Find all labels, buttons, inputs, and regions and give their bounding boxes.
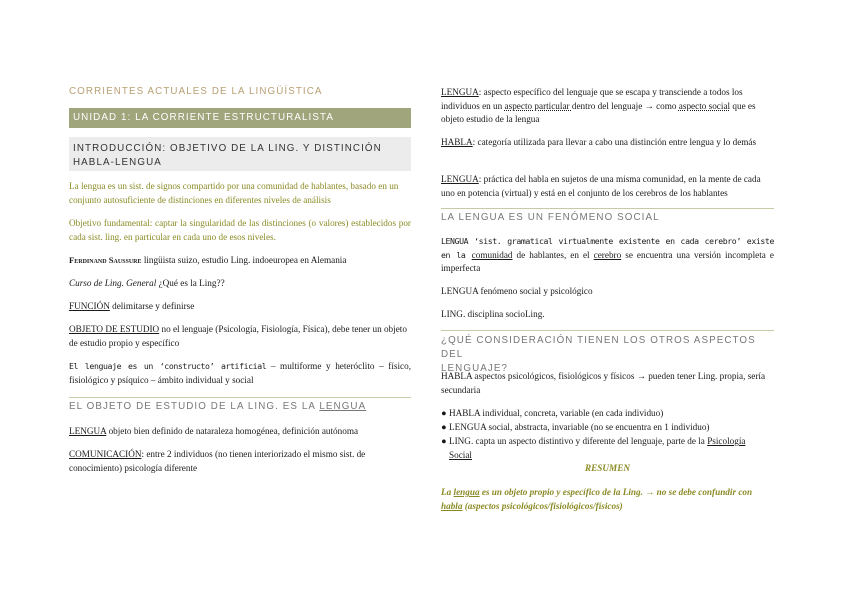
curso-question: ¿Qué es la Ling?? xyxy=(156,278,225,288)
saussure-name: Ferdinand Saussure xyxy=(69,255,142,265)
r2-desc: : categoría utilizada para llevar a cabo una distinción entre lengua y lo demás xyxy=(472,137,757,147)
paragraph-constructo xyxy=(69,360,411,387)
paragraph-habla-aspectos: HABLA aspectos psicológicos, fisiológicos y físicos → pueden tener Ling. propia, sería secundaria xyxy=(441,371,766,395)
section2-line1: ¿QUÉ CONSIDERACIÓN TIENEN LOS OTROS ASPECTOS DEL xyxy=(441,335,756,360)
saussure-desc: lingüista suizo, estudio Ling. indoeuropea en Alemania xyxy=(141,255,347,265)
paragraph-objetivo: Objetivo fundamental: captar la singularidad de las distinciones (o valores) establecidos por cada sist. ling. en particular en cada uno de esos niveles. xyxy=(69,218,411,242)
r1-b: aspecto particular xyxy=(504,100,572,111)
sum-a: La xyxy=(441,487,454,497)
r4-comunidad: comunidad xyxy=(471,249,513,260)
section-heading-objeto xyxy=(69,401,366,412)
paragraph-fenomeno: LENGUA fenómeno social y psicológico xyxy=(441,286,593,296)
r4-d: se encuentra una versión incompleta e imperfecta xyxy=(441,249,774,273)
list-item xyxy=(441,435,774,462)
paragraph-habla xyxy=(441,136,774,150)
r3-term: LENGUA xyxy=(441,174,479,184)
r4-b: de hablantes, en el xyxy=(512,249,594,260)
section2-line2: LENGUAJE? xyxy=(441,363,509,374)
paragraph-lengua-practica xyxy=(441,173,774,200)
r1-a: : aspecto específico del lenguaje que se escapa y transciende a todos los individuos en un xyxy=(441,87,743,111)
r2-term: HABLA xyxy=(441,137,473,147)
sum-c: es un objeto propio y específico de la Ling. → no se debe confundir con xyxy=(479,487,753,497)
list-item xyxy=(441,421,774,435)
paragraph-lengua-def: La lengua es un sist. de signos compartido por una comunidad de hablantes, basado en un conjunto autosuficiente de distinciones en diferentes niveles de análisis xyxy=(69,181,399,205)
resumen-heading: RESUMEN xyxy=(585,463,630,473)
r4-cerebro: cerebro xyxy=(593,249,622,260)
paragraph-sist-gramatical xyxy=(441,235,774,276)
paragraph-comunicacion xyxy=(69,448,411,475)
curso-title: Curso de Ling. General xyxy=(69,278,157,288)
constructo-desc: – multiforme y heteróclito – físico, fisiológico y psíquico – ámbito individual y social xyxy=(69,361,411,385)
section-heading-text: EL OBJETO DE ESTUDIO DE LA LING. ES LA xyxy=(69,401,320,412)
lengua-desc: objeto bien definido de nataraleza homogénea, definición autónoma xyxy=(106,426,359,436)
comunicacion-desc: : entre 2 individuos (no tienen interiorizado el mismo sist. de conocimiento) psicología diferente xyxy=(69,449,366,473)
section-divider-3 xyxy=(441,330,774,331)
bullet-text: LING. capta un aspecto distintivo y diferente del lenguaje, parte de la xyxy=(449,436,708,446)
paragraph-lengua-aspecto xyxy=(441,86,774,127)
sum-e: (aspectos psicológicos/fisiológicos/físicos) xyxy=(462,500,623,511)
objeto-desc: no el lenguaje (Psicología, Fisiología, Física), debe tener un objeto de estudio propio y específico xyxy=(69,324,407,348)
intro-title xyxy=(73,142,382,170)
intro-bar xyxy=(69,137,411,171)
comunicacion-term: COMUNICACIÓN xyxy=(69,449,142,459)
intro-title-line1: INTRODUCCIÓN: OBJETIVO DE LA LING. Y DISTINCIÓN xyxy=(73,143,382,154)
r1-d: aspecto social xyxy=(678,100,731,111)
funcion-term: FUNCIÓN xyxy=(69,301,110,311)
paragraph-curso xyxy=(69,277,411,291)
paragraph-funcion xyxy=(69,300,411,314)
sum-habla: habla xyxy=(441,500,463,511)
r1-e: que es objeto estudio de la lengua xyxy=(441,100,756,124)
r3-desc: : práctica del habla en sujetos de una misma comunidad, en la mente de cada uno en potencia (virtual) y está en el conjunto de los cerebros de los hablantes xyxy=(441,174,761,198)
unit-bar xyxy=(69,108,411,128)
section-divider-2 xyxy=(441,208,774,209)
paragraph-objeto xyxy=(69,323,411,350)
bullet-text: LENGUA social, abstracta, invariable (no se encuentra en 1 individuo) xyxy=(449,422,710,432)
paragraph-lengua-objeto xyxy=(69,425,411,439)
funcion-desc: delimitarse y definirse xyxy=(109,301,195,311)
paragraph-sociolinguistica: LING. disciplina socioLing. xyxy=(441,309,545,319)
section-heading-lengua: LENGUA xyxy=(319,401,367,412)
r1-term: LENGUA xyxy=(441,87,479,97)
r4-comic: LENGUA ‘sist. gramatical virtualmente existente en cada cerebro’ existe en la xyxy=(441,236,774,260)
psicologia-link: Psicología xyxy=(707,436,746,446)
social-link: Social xyxy=(449,449,472,460)
unit-title: UNIDAD 1: LA CORRIENTE ESTRUCTURALISTA xyxy=(73,112,334,123)
paragraph-saussure xyxy=(69,254,411,268)
r1-c: dentro del lenguaje → como xyxy=(571,100,679,111)
bullet-icon: ● xyxy=(441,436,447,446)
summary-paragraph xyxy=(441,486,774,513)
sum-lengua: lengua xyxy=(453,487,480,497)
lengua-term: LENGUA xyxy=(69,426,107,436)
bullet-icon: ● xyxy=(441,422,447,432)
bullet-text: HABLA individual, concreta, variable (en cada individuo) xyxy=(449,408,664,418)
list-item xyxy=(441,407,774,421)
constructo-term: El lenguaje es un ‘constructo’ artificial xyxy=(69,361,267,371)
section-divider xyxy=(69,397,411,398)
document-heading: CORRIENTES ACTUALES DE LA LINGÜÍSTICA xyxy=(69,86,323,97)
section-heading-social: LA LENGUA ES UN FENÓMENO SOCIAL xyxy=(441,212,660,223)
intro-title-line2: HABLA-LENGUA xyxy=(73,157,162,168)
objeto-term: OBJETO DE ESTUDIO xyxy=(69,324,160,334)
bullet-icon: ● xyxy=(441,408,447,418)
